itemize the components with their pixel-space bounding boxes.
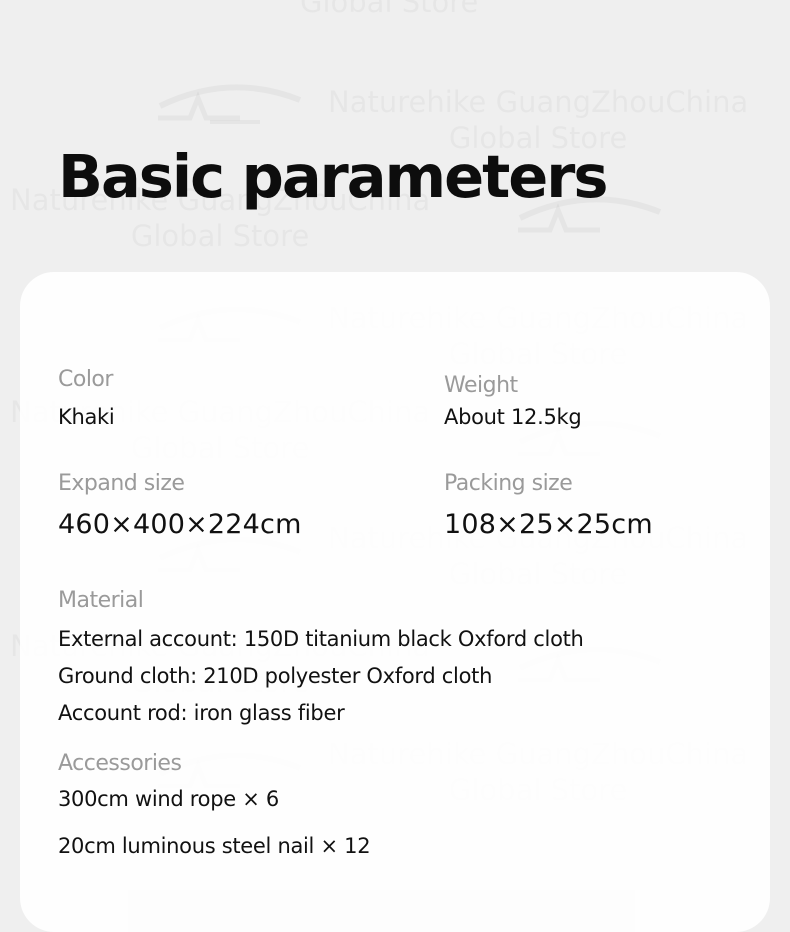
param-label: Expand size <box>58 471 185 496</box>
param-value: Khaki <box>58 405 115 429</box>
param-value: 108×25×25cm <box>444 509 653 540</box>
param-expand-size <box>58 470 302 539</box>
param-value-list <box>58 785 370 860</box>
windhike-logo-icon <box>150 78 310 128</box>
param-label: Weight <box>444 373 518 398</box>
param-value-list <box>58 621 584 732</box>
watermark-text <box>300 0 478 20</box>
param-label: Color <box>58 367 113 392</box>
accessory-line: 300cm wind rope × 6 <box>58 787 279 811</box>
material-line: External account: 150D titanium black Oxford cloth <box>58 627 584 651</box>
param-material <box>58 587 584 732</box>
param-label: Accessories <box>58 751 182 776</box>
material-line: Ground cloth: 210D polyester Oxford cloth <box>58 664 493 688</box>
param-label: Packing size <box>444 471 573 496</box>
param-packing-size <box>444 470 653 539</box>
accessory-line: 20cm luminous steel nail × 12 <box>58 834 371 858</box>
param-value: About 12.5kg <box>444 405 582 429</box>
param-accessories <box>58 750 370 860</box>
param-color <box>58 366 114 431</box>
param-label: Material <box>58 588 144 613</box>
param-value: 460×400×224cm <box>58 509 302 540</box>
param-weight <box>444 372 581 431</box>
page-title: Basic parameters <box>58 142 607 211</box>
material-line: Account rod: iron glass fiber <box>58 701 345 725</box>
